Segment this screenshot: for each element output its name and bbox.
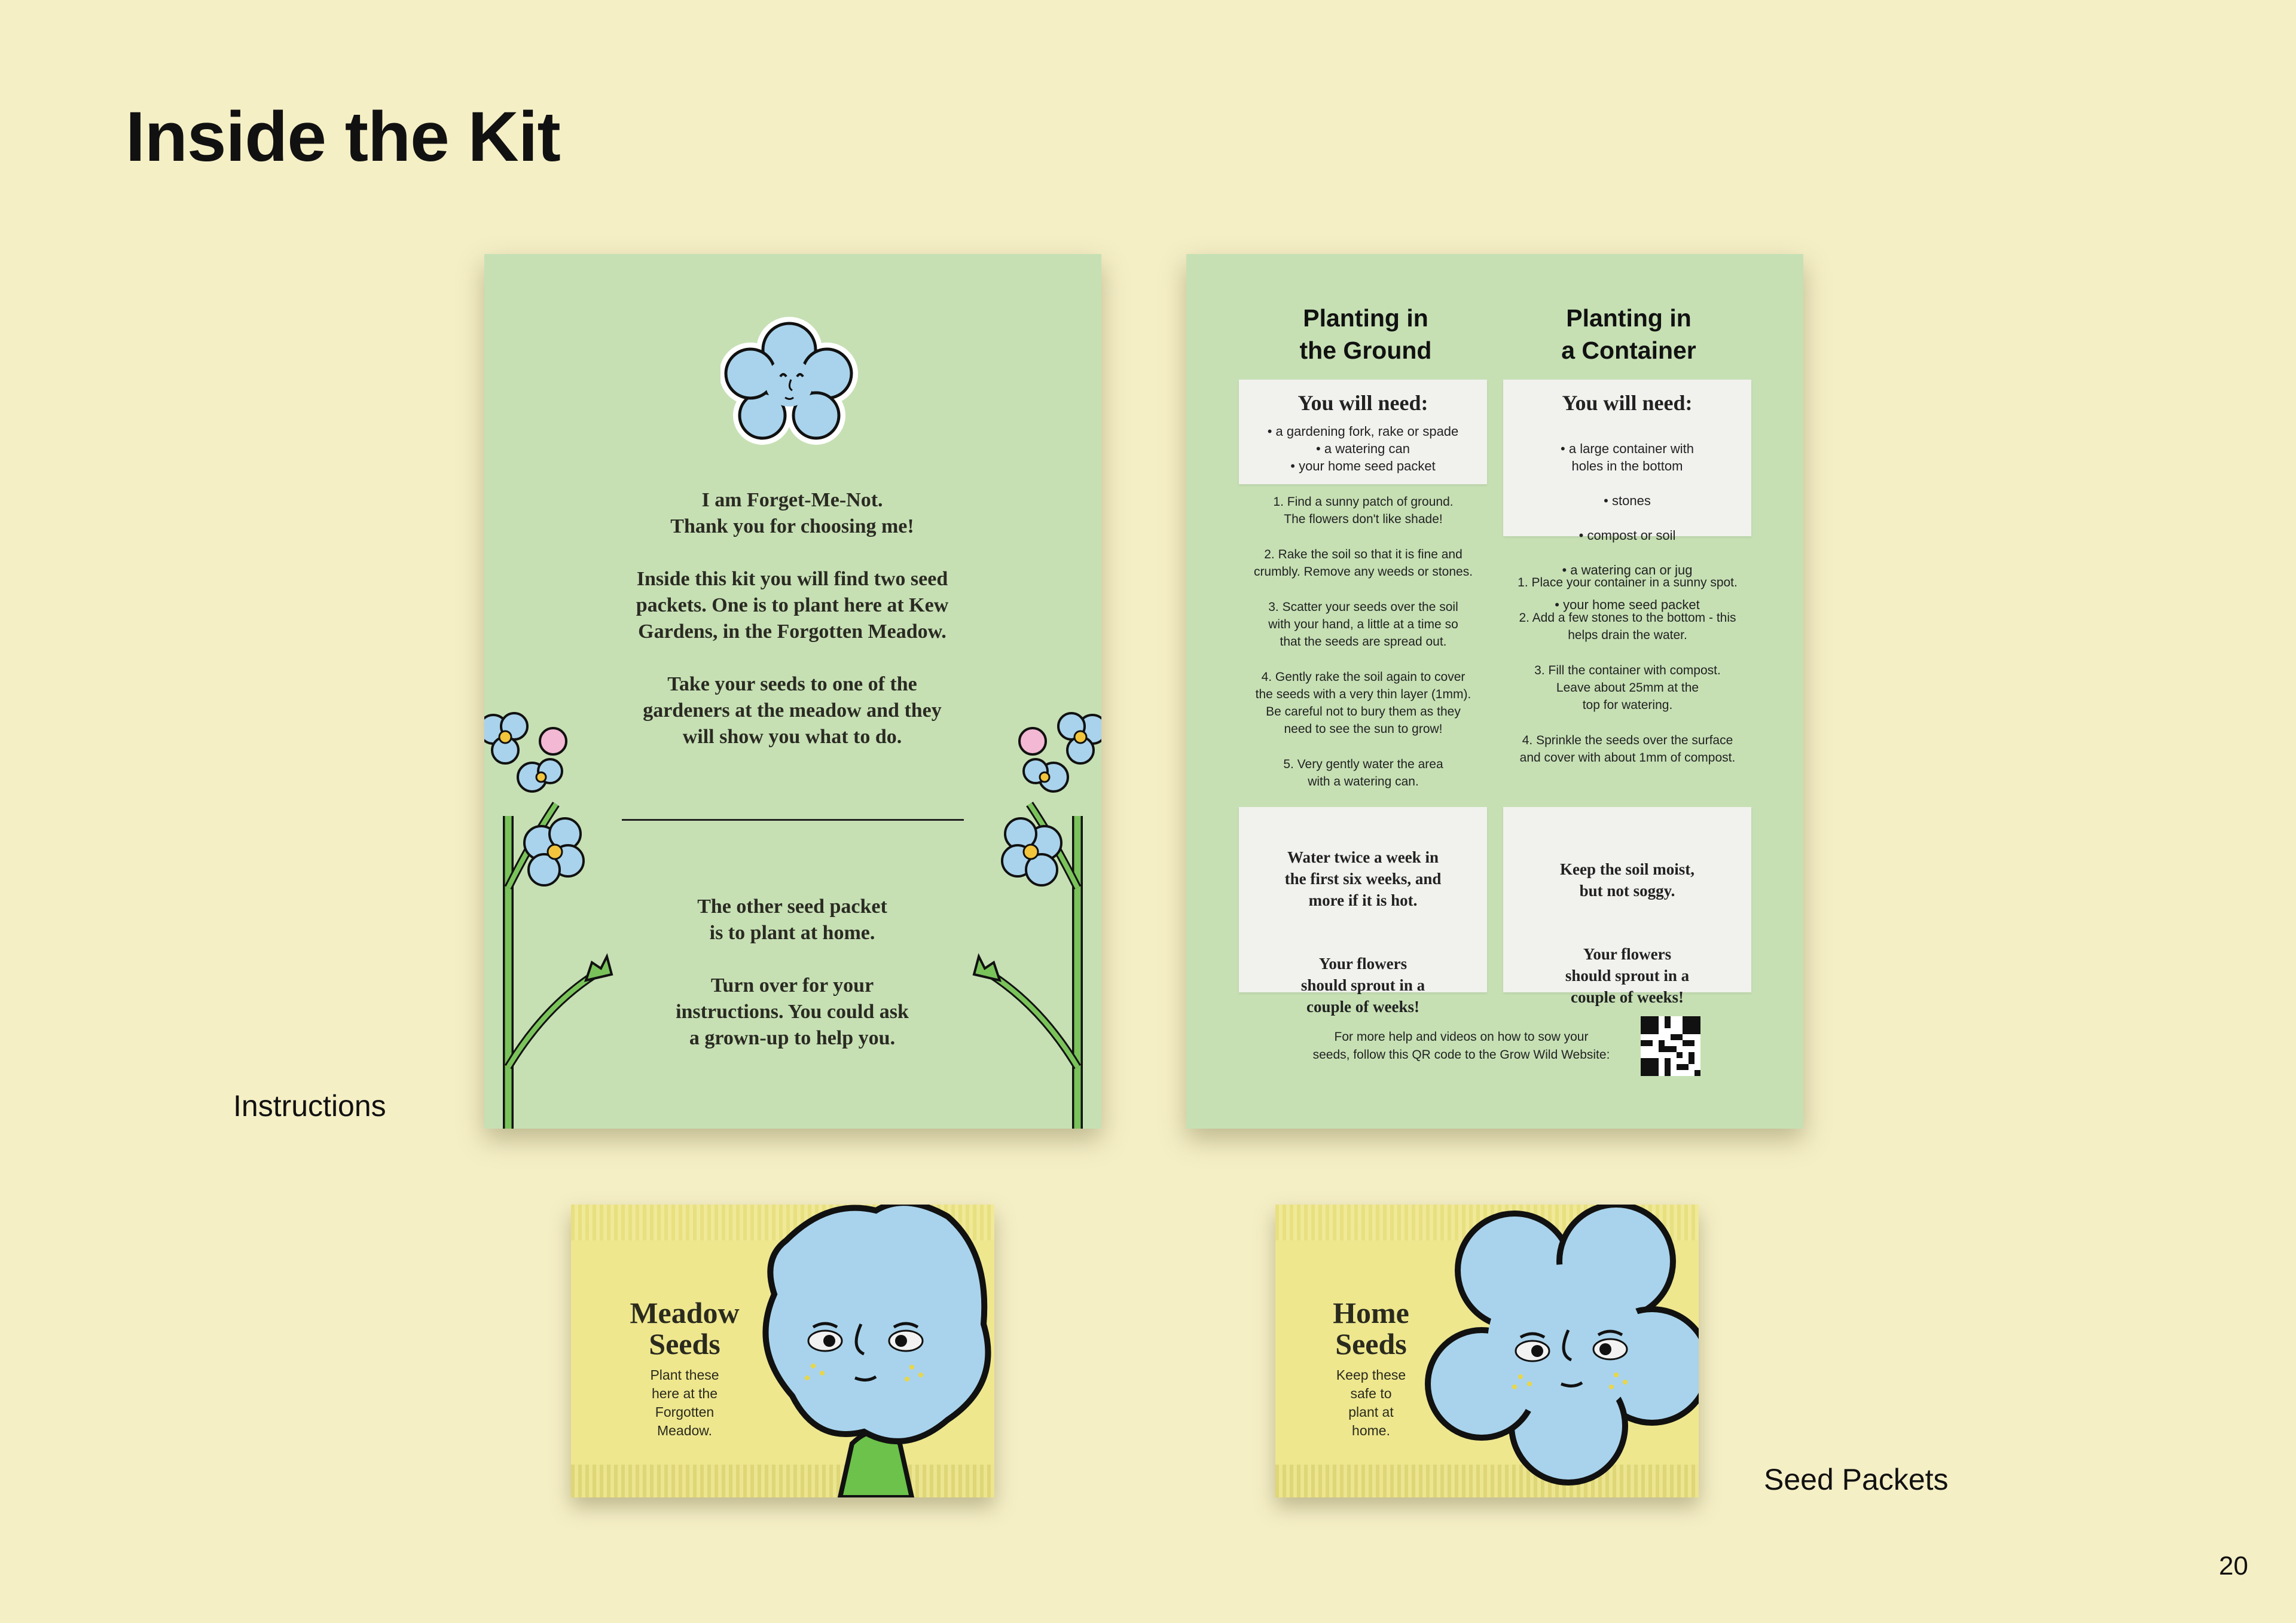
front-paragraph-3: Take your seeds to one of the gardeners at the meadow and they will show you what to do. xyxy=(643,673,942,748)
container-need-item: • a large container with holes in the bottom xyxy=(1503,440,1751,475)
ground-need-title: You will need: xyxy=(1297,391,1428,415)
front-paragraph-5: Turn over for your instructions. You could ask a grown-up to help you. xyxy=(676,974,909,1049)
qr-footer-text: For more help and videos on how to sow your seeds, follow this QR code to the Grow Wild Website: xyxy=(1312,1030,1610,1062)
front-paragraph-4: The other seed packet is to plant at home. xyxy=(697,895,887,944)
ground-need-item: • a watering can xyxy=(1239,440,1487,457)
ground-step: 5. Very gently water the area with a watering can. xyxy=(1283,757,1443,788)
front-paragraph-1: I am Forget-Me-Not. Thank you for choosing me! xyxy=(670,489,914,537)
container-heading: Planting in a Container xyxy=(1561,304,1696,364)
container-step: 1. Place your container in a sunny spot. xyxy=(1518,576,1738,589)
ground-tip-box xyxy=(1239,807,1487,1016)
ground-need-item: • a gardening fork, rake or spade xyxy=(1239,423,1487,440)
container-step: 4. Sprinkle the seeds over the surface and cover with about 1mm of compost. xyxy=(1519,733,1736,765)
ground-steps xyxy=(1238,493,1489,808)
front-outro-text xyxy=(562,894,1022,1078)
right-flower-stem-illustration xyxy=(958,708,1101,1129)
container-tip-box xyxy=(1503,807,1751,1006)
container-need-item: • your home seed packet xyxy=(1503,596,1751,613)
meadow-flower-face-illustration xyxy=(750,1205,994,1497)
ground-step: 4. Gently rake the soil again to cover the seeds with a very thin layer (1mm). Be careful not to bury them as they need to see the sun to grow! xyxy=(1255,670,1471,736)
meadow-packet-title: Meadow Seeds xyxy=(630,1296,740,1361)
front-paragraph-2: Inside this kit you will find two seed packets. One is to plant here at Kew Gardens, in the Forgotten Meadow. xyxy=(636,568,949,643)
container-step: 2. Add a few stones to the bottom - this helps drain the water. xyxy=(1519,611,1736,642)
left-flower-stem-illustration xyxy=(484,708,628,1129)
qr-code-icon xyxy=(1641,1016,1700,1076)
instruction-card-back xyxy=(1186,254,1803,1129)
home-packet-title: Home Seeds xyxy=(1333,1296,1409,1361)
meadow-seed-packet xyxy=(571,1205,994,1497)
forget-me-not-flower-icon xyxy=(720,317,858,445)
ground-need-box xyxy=(1239,380,1487,484)
page-number: 20 xyxy=(2219,1551,2248,1581)
ground-need-item: • your home seed packet xyxy=(1239,457,1487,475)
container-need-item: • compost or soil xyxy=(1503,527,1751,544)
instruction-card-front xyxy=(484,254,1101,1129)
meadow-packet-subtitle: Plant these here at the Forgotten Meadow. xyxy=(650,1367,719,1438)
ground-tip-2: Your flowers should sprout in a couple of weeks! xyxy=(1300,955,1425,1016)
container-need-item: • stones xyxy=(1503,492,1751,509)
front-intro-text xyxy=(562,487,1022,777)
container-tip-1: Keep the soil moist, but not soggy. xyxy=(1560,860,1694,900)
ground-step: 2. Rake the soil so that it is fine and crumbly. Remove any weeds or stones. xyxy=(1253,548,1473,579)
container-steps xyxy=(1502,574,1753,784)
fold-line xyxy=(622,819,964,821)
home-packet-subtitle: Keep these safe to plant at home. xyxy=(1336,1367,1406,1438)
container-step: 3. Fill the container with compost. Leave about 25mm at the top for watering. xyxy=(1534,664,1721,712)
ground-step: 1. Find a sunny patch of ground. The flowers don't like shade! xyxy=(1273,495,1454,526)
seed-packets-label: Seed Packets xyxy=(1764,1463,1949,1496)
container-tip-2: Your flowers should sprout in a couple of weeks! xyxy=(1565,945,1690,1006)
page-title: Inside the Kit xyxy=(126,97,560,176)
ground-tip-1: Water twice a week in the first six weeks, and more if it is hot. xyxy=(1284,848,1442,909)
ground-step: 3. Scatter your seeds over the soil with your hand, a little at a time so that the seeds are spread out. xyxy=(1268,600,1458,649)
home-flower-face-illustration xyxy=(1425,1205,1699,1497)
ground-heading: Planting in the Ground xyxy=(1299,304,1432,364)
home-seed-packet xyxy=(1275,1205,1699,1497)
instructions-label: Instructions xyxy=(233,1089,386,1123)
container-need-title: You will need: xyxy=(1562,391,1693,415)
container-need-item: • a watering can or jug xyxy=(1503,561,1751,579)
